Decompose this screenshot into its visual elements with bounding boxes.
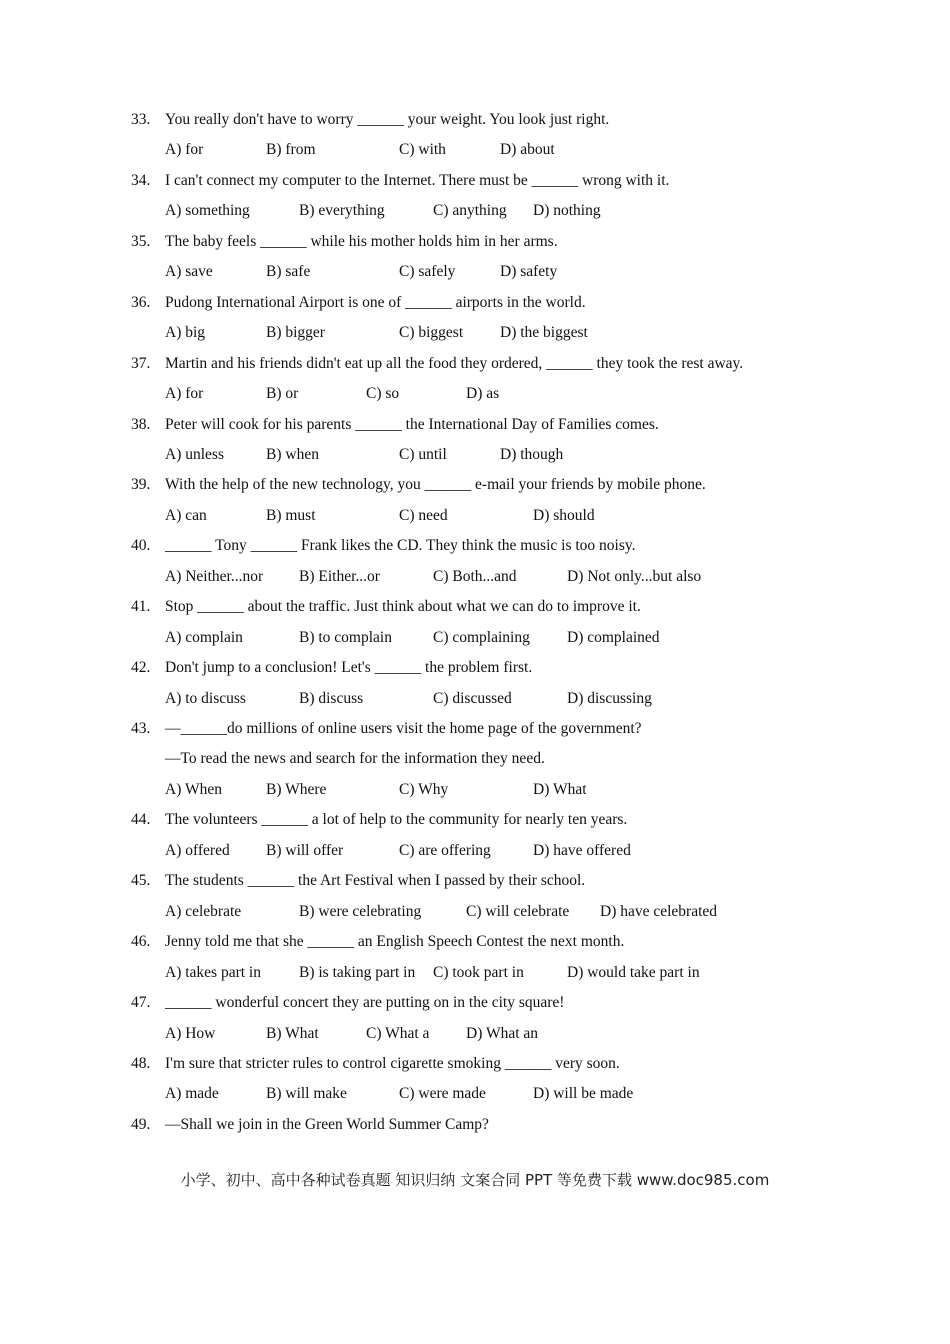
question-number: 37.	[131, 354, 151, 372]
answer-option: A) for	[165, 385, 204, 403]
answer-option: C) What a	[366, 1024, 430, 1042]
answer-option: D) as	[466, 385, 500, 403]
answer-option: D) have offered	[533, 841, 631, 859]
question-text: —Shall we join in the Green World Summer Camp?	[165, 1115, 489, 1133]
answer-option: A) big	[165, 324, 206, 342]
question-text: With the help of the new technology, you ______ e-mail your friends by mobile phone.	[165, 476, 706, 494]
question-number: 34.	[131, 171, 151, 189]
answer-option: B) when	[266, 445, 319, 463]
answer-option: C) are offering	[399, 841, 491, 859]
answer-option: B) to complain	[299, 628, 392, 646]
answer-option: B) Where	[266, 780, 327, 798]
answer-option: D) safety	[500, 263, 558, 281]
question-text: ______ Tony ______ Frank likes the CD. They think the music is too noisy.	[165, 537, 636, 555]
question-number: 45.	[131, 872, 151, 890]
question-number: 47.	[131, 994, 151, 1011]
answer-option: C) until	[399, 445, 447, 463]
answer-option: D) will be made	[533, 1085, 634, 1103]
answer-option: B) everything	[299, 202, 385, 220]
question-text: I'm sure that stricter rules to control cigarette smoking ______ very soon.	[165, 1054, 620, 1072]
answer-option: B) from	[266, 141, 316, 159]
question-text: You really don't have to worry ______ your weight. You look just right.	[165, 111, 610, 128]
question-text: Stop ______ about the traffic. Just think about what we can do to improve it.	[165, 598, 641, 616]
question-text: Martin and his friends didn't eat up all the food they ordered, ______ they took the rest away.	[165, 354, 744, 372]
page-footer: 小学、初中、高中各种试卷真题 知识归纳 文案合同 PPT 等免费下载 www.doc985.com	[180, 1171, 770, 1189]
answer-option: A) When	[165, 780, 222, 798]
answer-option: B) bigger	[266, 324, 325, 342]
question-number: 40.	[131, 537, 151, 555]
answer-option: A) can	[165, 506, 207, 524]
answer-option: B) must	[266, 506, 316, 524]
answer-option: D) have celebrated	[600, 902, 718, 920]
answer-option: C) need	[399, 506, 448, 524]
answer-option: A) complain	[165, 628, 243, 646]
question-text: —______do millions of online users visit the home page of the government?	[165, 720, 642, 737]
question-number: 42.	[131, 659, 151, 677]
question-text: I can't connect my computer to the Internet. There must be ______ wrong with it.	[165, 171, 670, 189]
question-text: The students ______ the Art Festival when I passed by their school.	[165, 872, 586, 890]
answer-option: C) complaining	[433, 628, 530, 646]
question-number: 44.	[131, 811, 151, 829]
answer-option: C) were made	[399, 1085, 486, 1103]
answer-option: A) unless	[165, 445, 224, 463]
question-number: 41.	[131, 598, 151, 616]
answer-option: C) safely	[399, 263, 456, 281]
question-number: 46.	[131, 933, 151, 951]
answer-option: B) What	[266, 1024, 319, 1042]
answer-option: A) offered	[165, 841, 230, 859]
answer-option: C) biggest	[399, 324, 464, 342]
answer-option: C) anything	[433, 202, 507, 220]
answer-option: D) though	[500, 445, 564, 463]
question-text: Jenny told me that she ______ an English Speech Contest the next month.	[165, 933, 625, 951]
question-text: Pudong International Airport is one of ______ airports in the world.	[165, 293, 586, 311]
answer-option: A) for	[165, 141, 204, 159]
answer-option: B) safe	[266, 263, 311, 281]
answer-option: D) should	[533, 506, 595, 524]
answer-option: A) Neither...nor	[165, 567, 264, 585]
question-text: —To read the news and search for the information they need.	[165, 750, 545, 768]
answer-option: D) about	[500, 141, 555, 159]
answer-option: D) complained	[567, 628, 660, 646]
answer-option: C) discussed	[433, 689, 512, 707]
question-number: 43.	[131, 720, 151, 737]
question-text: Peter will cook for his parents ______ the International Day of Families comes.	[165, 415, 659, 433]
question-text: The volunteers ______ a lot of help to the community for nearly ten years.	[165, 811, 628, 829]
answer-option: D) nothing	[533, 202, 601, 220]
answer-option: D) What an	[466, 1024, 539, 1042]
question-number: 36.	[131, 293, 151, 311]
answer-option: B) is taking part in	[299, 963, 416, 981]
answer-option: D) the biggest	[500, 324, 588, 342]
question-number: 35.	[131, 232, 151, 250]
answer-option: D) would take part in	[567, 963, 700, 981]
answer-option: A) save	[165, 263, 213, 281]
answer-option: D) Not only...but also	[567, 567, 702, 585]
question-number: 33.	[131, 111, 151, 128]
answer-option: A) celebrate	[165, 902, 242, 920]
answer-option: A) How	[165, 1024, 216, 1042]
answer-option: A) takes part in	[165, 963, 261, 981]
answer-option: B) discuss	[299, 689, 364, 707]
answer-option: C) with	[399, 141, 446, 159]
answer-option: B) or	[266, 385, 299, 403]
answer-option: D) discussing	[567, 689, 652, 707]
question-number: 48.	[131, 1054, 151, 1072]
question-number: 39.	[131, 476, 151, 494]
question-text: ______ wonderful concert they are putting on in the city square!	[165, 994, 565, 1011]
question-number: 38.	[131, 415, 151, 433]
answer-option: A) to discuss	[165, 689, 246, 707]
answer-option: D) What	[533, 780, 587, 798]
answer-option: B) will offer	[266, 841, 344, 859]
question-number: 49.	[131, 1115, 151, 1133]
question-text: The baby feels ______ while his mother holds him in her arms.	[165, 232, 558, 250]
answer-option: B) will make	[266, 1085, 347, 1103]
answer-option: C) will celebrate	[466, 902, 570, 920]
answer-option: C) Both...and	[433, 567, 517, 585]
answer-option: B) were celebrating	[299, 902, 422, 920]
answer-option: C) Why	[399, 780, 449, 798]
answer-option: A) made	[165, 1085, 219, 1103]
answer-option: C) so	[366, 385, 400, 403]
question-text: Don't jump to a conclusion! Let's ______ the problem first.	[165, 659, 533, 677]
answer-option: C) took part in	[433, 963, 524, 981]
answer-option: B) Either...or	[299, 567, 380, 585]
answer-option: A) something	[165, 202, 250, 220]
